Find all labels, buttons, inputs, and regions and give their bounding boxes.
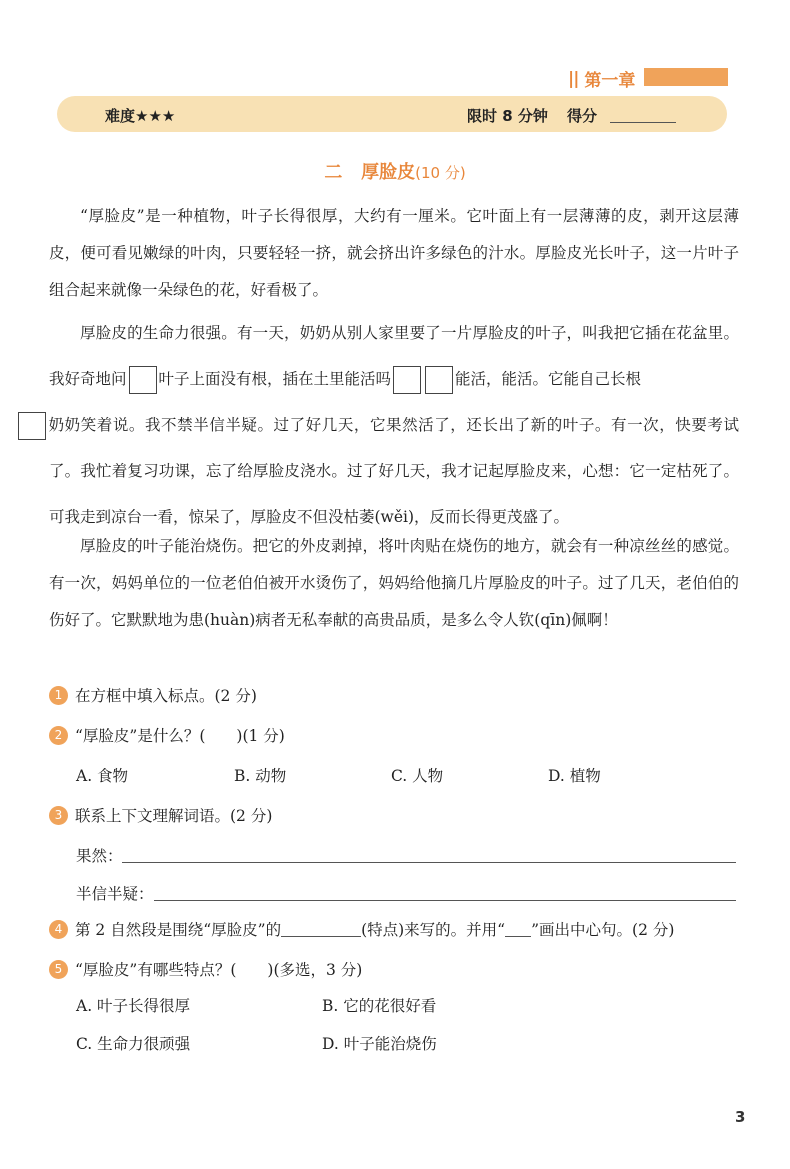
question-2-option-b[interactable]: B. 动物 — [234, 767, 287, 785]
question-5-option-b[interactable]: B. 它的花很好看 — [322, 997, 437, 1015]
question-5-text: “厚脸皮”有哪些特点？( )(多选，3 分) — [75, 961, 363, 979]
question-1 — [49, 684, 257, 706]
question-5 — [49, 958, 362, 980]
question-5-option-a[interactable]: A. 叶子长得很厚 — [76, 997, 191, 1015]
chapter-bars: || — [568, 68, 579, 89]
word-1-answer-line[interactable] — [122, 862, 736, 863]
question-4-line-sample — [505, 922, 531, 937]
score-blank[interactable] — [610, 122, 676, 123]
time-limit: 限时 8 分钟 — [467, 107, 548, 125]
question-3-text: 联系上下文理解词语。(2 分) — [75, 807, 273, 825]
passage-p2-d: 奶奶笑着说。我不禁半信半疑。过了好几天，它果然活了，还长出了新的叶子。有一次，快要考试了。我忙着复习功课，忘了给厚脸皮浇水。过了好几天，我才记起厚脸皮来，心想：它一定枯死了。可我走到凉台一看，惊呆了，厚脸皮不但没枯萎(wěi)，反而长得更茂盛了。 — [48, 416, 739, 526]
word-2-answer-line[interactable] — [154, 900, 736, 901]
question-2-number: 2 — [49, 726, 68, 745]
section-name: 厚脸皮 — [361, 162, 416, 183]
passage-paragraph-3: 厚脸皮的叶子能治烧伤。把它的外皮剥掉，将叶肉贴在烧伤的地方，就会有一种凉丝丝的感觉。有一次，妈妈单位的一位老伯伯被开水烫伤了，妈妈给他摘几片厚脸皮的叶子。过了几天，老伯伯的伤好了。它默默地为患(huàn)病者无私奉献的高贵品质，是多么令人钦(qīn)佩啊！ — [49, 537, 739, 629]
question-2 — [49, 724, 285, 746]
question-2-text: “厚脸皮”是什么？( )(1 分) — [75, 727, 285, 745]
question-5-number: 5 — [49, 960, 68, 979]
page-number: 3 — [735, 1108, 746, 1126]
question-2-option-c[interactable]: C. 人物 — [391, 767, 444, 785]
question-5-option-d[interactable]: D. 叶子能治烧伤 — [322, 1035, 437, 1053]
word-1-label: 果然： — [76, 847, 123, 865]
word-2-label: 半信半疑： — [76, 885, 154, 903]
question-3-number: 3 — [49, 806, 68, 825]
passage-paragraph-2 — [49, 310, 739, 540]
question-4-blank[interactable] — [281, 922, 361, 937]
passage-p2-a: 厚脸皮的生命力很强。有一天，奶奶从别人家里要了一片厚脸皮的叶子，叫我把它插在花盆里。我好奇地问 — [49, 324, 739, 388]
question-4-text-b: (特点)来写的。并用“ — [361, 921, 506, 939]
question-3 — [49, 804, 272, 826]
info-bar — [57, 96, 727, 132]
question-4 — [49, 918, 674, 940]
passage-p2-c: 能活，能活。它能自己长根 — [455, 370, 642, 388]
difficulty-label: 难度★★★ — [105, 107, 176, 125]
section-number: 二 — [324, 162, 343, 183]
section-title — [0, 158, 790, 184]
chapter-label: 第一章 — [584, 71, 636, 91]
question-4-text-c: ”画出中心句。(2 分) — [531, 921, 675, 939]
question-4-number: 4 — [49, 920, 68, 939]
punctuation-box-3[interactable] — [425, 366, 453, 394]
question-2-option-a[interactable]: A. 食物 — [76, 767, 129, 785]
question-1-number: 1 — [49, 686, 68, 705]
question-4-text-a: 第 2 自然段是围绕“厚脸皮”的 — [75, 921, 282, 939]
chapter-stripe — [644, 68, 728, 86]
section-points: (10 分) — [415, 164, 466, 182]
passage-p2-b: 叶子上面没有根，插在土里能活吗 — [158, 370, 392, 388]
score-label: 得分 — [567, 107, 598, 125]
question-2-option-d[interactable]: D. 植物 — [548, 767, 601, 785]
chapter-tag — [568, 66, 635, 91]
question-5-option-c[interactable]: C. 生命力很顽强 — [76, 1035, 191, 1053]
punctuation-box-1[interactable] — [129, 366, 157, 394]
question-1-text: 在方框中填入标点。(2 分) — [75, 687, 257, 705]
punctuation-box-4[interactable] — [18, 412, 46, 440]
punctuation-box-2[interactable] — [393, 366, 421, 394]
passage-paragraph-1: “厚脸皮”是一种植物，叶子长得很厚，大约有一厘米。它叶面上有一层薄薄的皮，剥开这层薄皮，便可看见嫩绿的叶肉，只要轻轻一挤，就会挤出许多绿色的汁水。厚脸皮光长叶子，这一片叶子组合起来就像一朵绿色的花，好看极了。 — [49, 207, 739, 299]
